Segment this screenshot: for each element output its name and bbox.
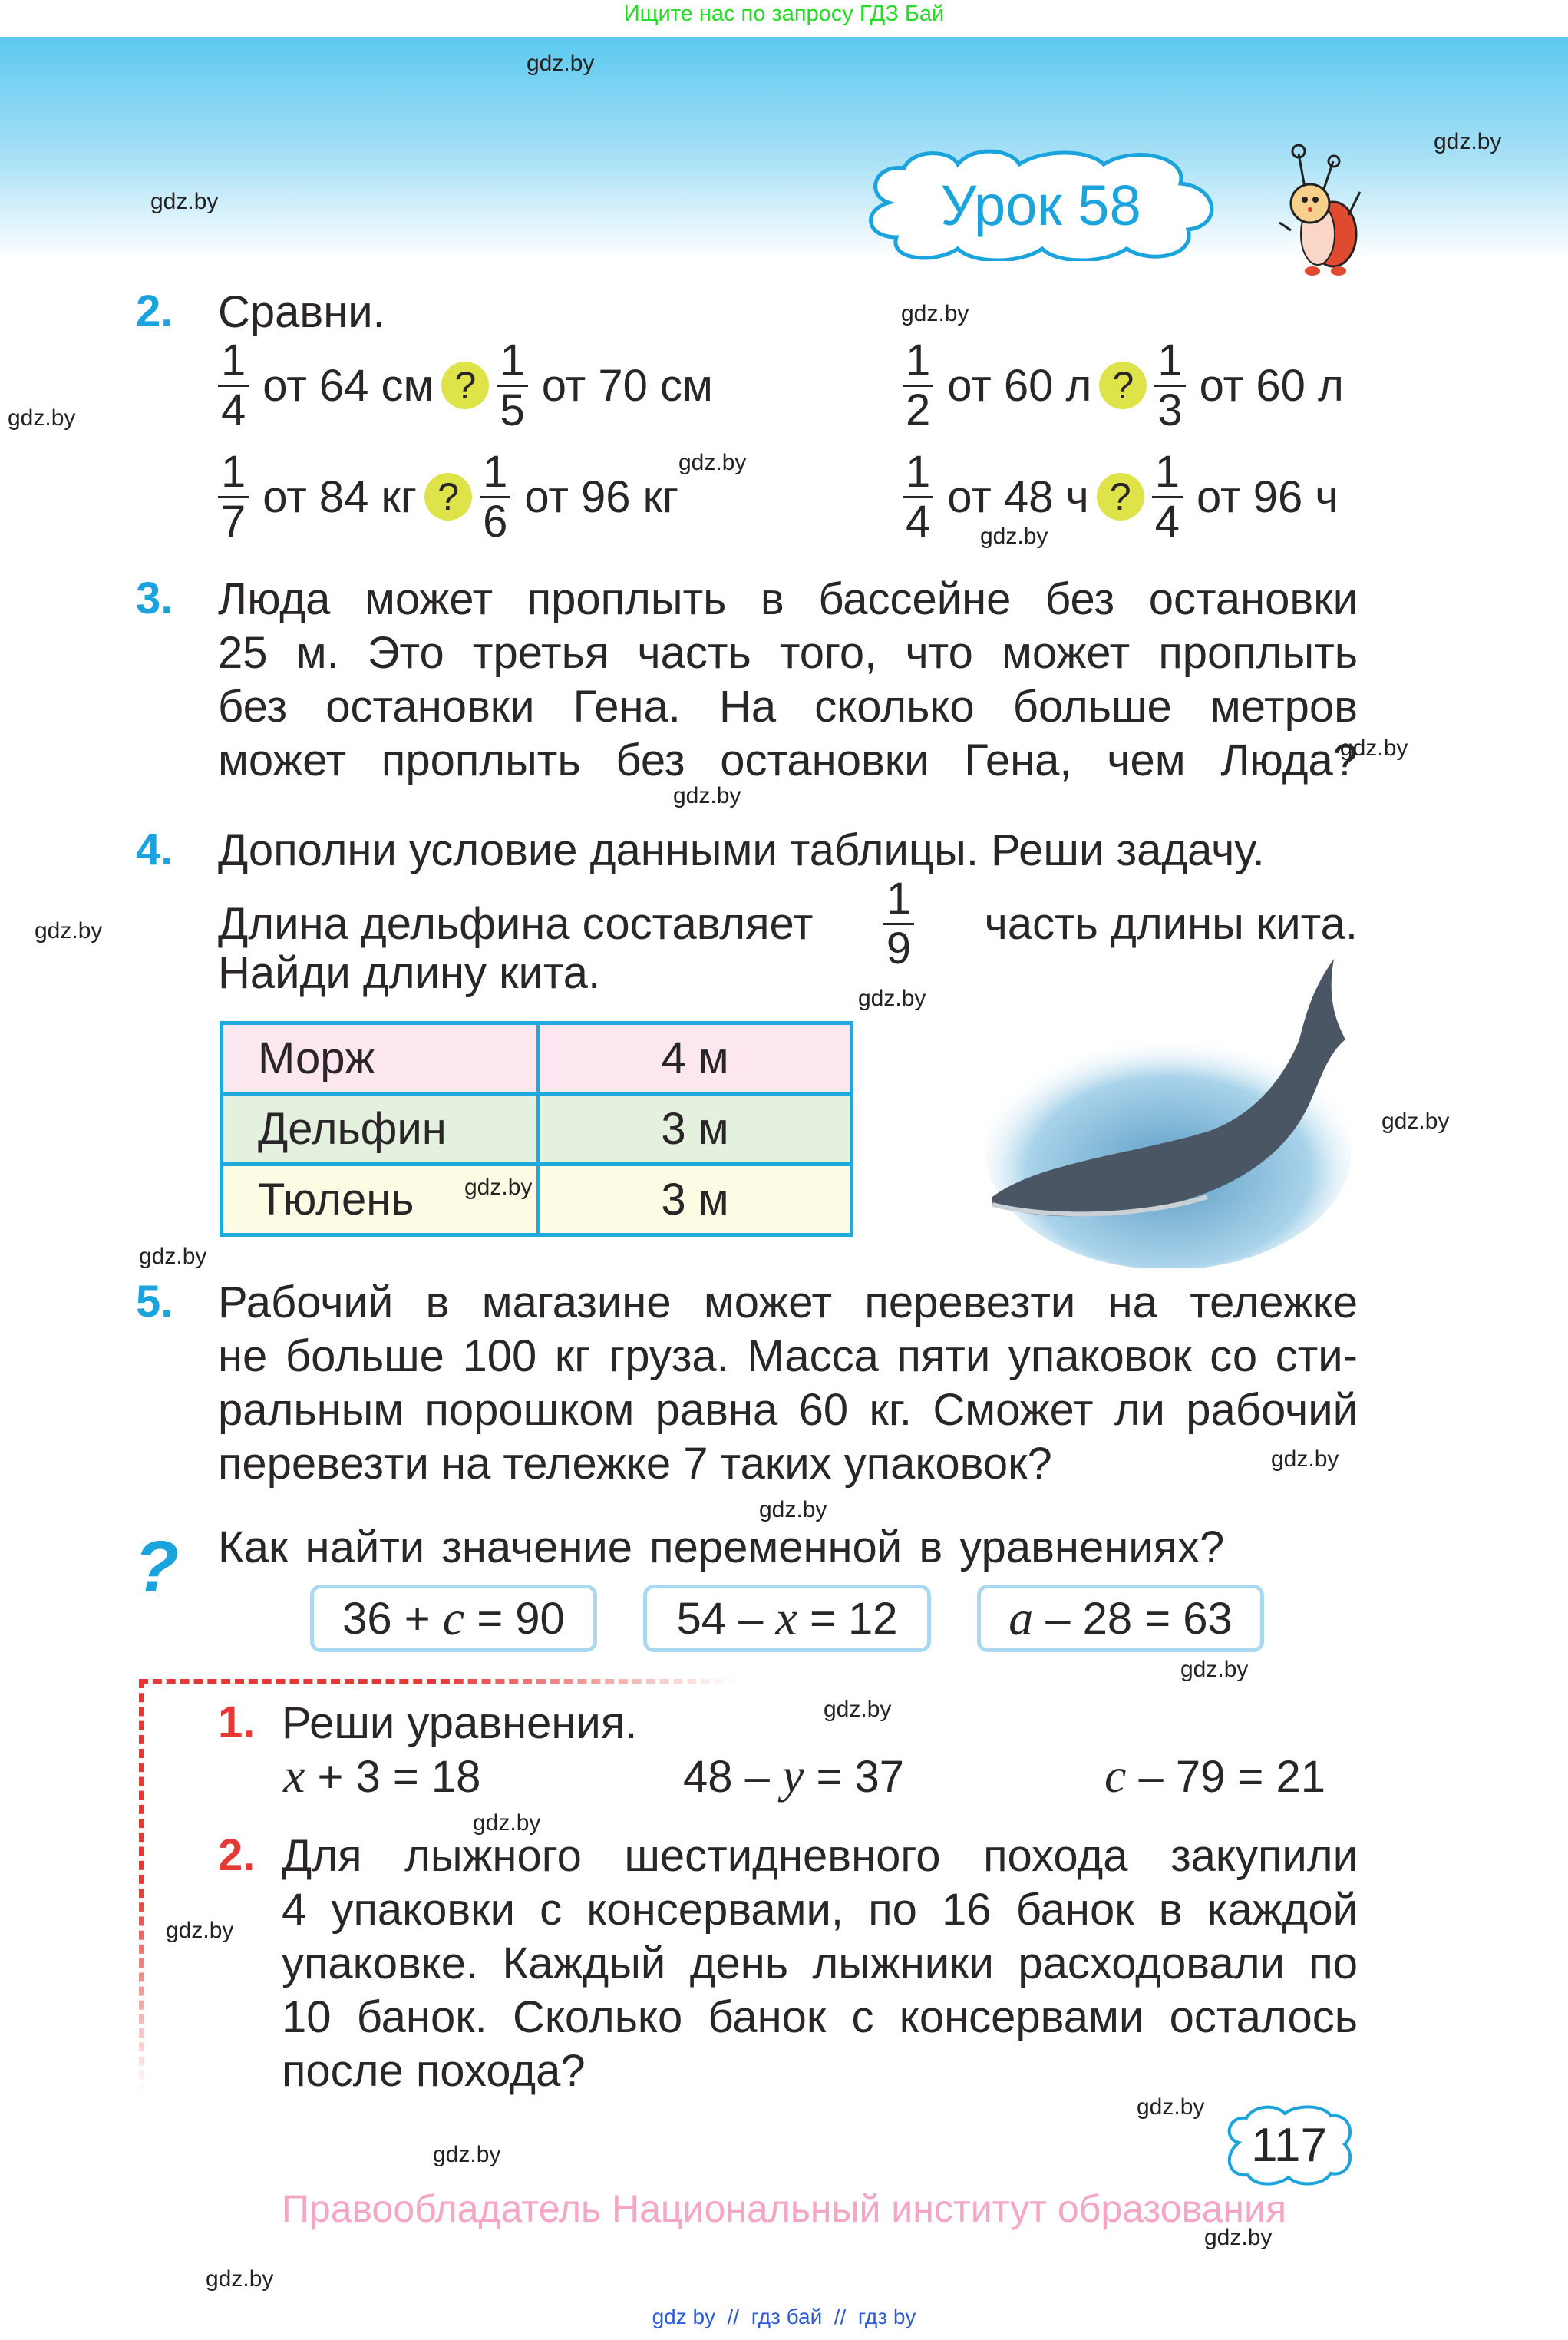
- numerator: 1: [903, 337, 933, 387]
- top-note[interactable]: Ищите нас по запросу ГДЗ Бай: [623, 2, 945, 26]
- fraction: [1154, 337, 1185, 435]
- numerator: 1: [1152, 448, 1183, 498]
- fraction: [1152, 448, 1183, 546]
- task-4-number: 4.: [136, 825, 173, 874]
- equation-box: [977, 1585, 1264, 1652]
- eq-part: – 79 = 21: [1126, 1752, 1326, 1802]
- fraction: [218, 337, 249, 435]
- fraction: [480, 448, 510, 546]
- variable: x: [283, 1748, 305, 1803]
- fraction: [903, 448, 933, 546]
- table-row: [222, 1165, 852, 1235]
- eq-part: 54 –: [676, 1593, 776, 1644]
- numerator: 1: [480, 448, 510, 498]
- watermark: gdz.by: [1340, 735, 1408, 761]
- watermark: gdz.by: [858, 986, 926, 1011]
- task-5-text: [218, 1276, 1358, 1491]
- denominator: 4: [906, 496, 931, 547]
- whale-illustration: [977, 955, 1351, 1268]
- animal-table: [220, 1021, 853, 1237]
- text-line: Для лыжного шестидневного похода закупили: [282, 1831, 1358, 1881]
- watermark: gdz.by: [464, 1175, 533, 1200]
- denominator: 4: [1154, 496, 1180, 547]
- compare-placeholder[interactable]: ?: [441, 362, 489, 409]
- watermark: gdz.by: [759, 1497, 827, 1522]
- table-row: [222, 1023, 852, 1094]
- denominator: 3: [1157, 385, 1183, 435]
- numerator: 1: [883, 875, 914, 925]
- text-line: после похода?: [282, 2046, 586, 2096]
- fraction: [903, 337, 933, 435]
- fraction: [883, 875, 914, 973]
- task-2-number: 2.: [136, 286, 173, 336]
- quantity-text: от 64 см: [262, 360, 434, 411]
- watermark: gdz.by: [1204, 2225, 1273, 2250]
- variable: c: [442, 1591, 465, 1645]
- watermark: gdz.by: [673, 783, 741, 808]
- eq-part: = 37: [804, 1752, 905, 1802]
- question-mark-icon: ?: [134, 1526, 180, 1608]
- quantity-text: от 96 ч: [1197, 471, 1339, 522]
- watermark: gdz.by: [433, 2142, 501, 2167]
- eq-part: = 12: [797, 1593, 898, 1644]
- task-2-title: Сравни.: [218, 287, 385, 337]
- hw-2-number: 2.: [218, 1830, 256, 1880]
- watermark: gdz.by: [901, 301, 969, 326]
- variable: x: [775, 1591, 797, 1645]
- compare-pair: [218, 439, 678, 554]
- hw-1-title: Реши уравнения.: [282, 1698, 638, 1748]
- table-row: [222, 1094, 852, 1165]
- eq-part: + 3 = 18: [305, 1752, 481, 1802]
- denominator: 7: [221, 496, 246, 547]
- eq-part: 48 –: [683, 1752, 782, 1802]
- watermark: gdz.by: [8, 405, 76, 431]
- watermark: gdz.by: [150, 189, 219, 214]
- watermark: gdz.by: [1137, 2094, 1205, 2120]
- text-line: без остановки Гена. На сколько больше метров: [218, 682, 1358, 732]
- equation-box: [643, 1585, 931, 1652]
- text-line: перевезти на тележке 7 таких упаковок?: [218, 1439, 1052, 1489]
- quantity-text: от 60 л: [1199, 360, 1344, 411]
- denominator: 6: [483, 496, 508, 547]
- equation-box: [310, 1585, 597, 1652]
- watermark: gdz.by: [1271, 1446, 1339, 1472]
- watermark: gdz.by: [824, 1697, 892, 1722]
- hw-2-text: [282, 1829, 1358, 2098]
- compare-placeholder[interactable]: ?: [1099, 362, 1147, 409]
- compare-placeholder[interactable]: ?: [1097, 473, 1144, 521]
- lesson-title: Урок 58: [940, 173, 1141, 237]
- ladybug-icon: [1276, 142, 1372, 276]
- quantity-text: от 60 л: [947, 360, 1092, 411]
- watermark: gdz.by: [1180, 1657, 1249, 1682]
- cell-length: 3 м: [539, 1165, 852, 1235]
- variable: c: [1104, 1748, 1127, 1803]
- watermark: gdz.by: [166, 1918, 234, 1943]
- text: Длина дельфина составляет: [218, 899, 814, 949]
- numerator: 1: [1154, 337, 1185, 387]
- watermark: gdz.by: [139, 1244, 207, 1269]
- compare-pair: [903, 439, 1339, 554]
- homework-frame-left: [139, 1679, 144, 2094]
- text-line: упаковке. Каждый день лыжники расходовали по: [282, 1938, 1358, 1988]
- cell-animal: Дельфин: [222, 1094, 539, 1165]
- numerator: 1: [497, 337, 527, 387]
- watermark: gdz.by: [980, 524, 1048, 549]
- variable: y: [782, 1748, 804, 1803]
- watermark: gdz.by: [206, 2266, 274, 2292]
- denominator: 2: [906, 385, 931, 435]
- text-line: не больше 100 кг груза. Масса пяти упаковок со сти-: [218, 1331, 1358, 1381]
- watermark: gdz.by: [527, 51, 595, 76]
- cell-animal: Тюлень: [222, 1165, 539, 1235]
- compare-pair: [218, 328, 713, 443]
- question-text: Как найти значение переменной в уравнениях?: [218, 1522, 1225, 1572]
- watermark: gdz.by: [1434, 129, 1502, 154]
- text: часть длины кита.: [984, 899, 1358, 949]
- footer-links[interactable]: gdz by // гдз бай // гдз by: [652, 2305, 916, 2328]
- homework-frame-top: [139, 1679, 738, 1684]
- eq-part: = 90: [464, 1593, 565, 1644]
- text-line: 10 банок. Сколько банок с консервами осталось: [282, 1992, 1358, 2042]
- watermark: gdz.by: [35, 918, 103, 944]
- quantity-text: от 84 кг: [262, 471, 418, 522]
- eq-part: 36 +: [342, 1593, 443, 1644]
- eq-part: – 28 = 63: [1033, 1593, 1233, 1644]
- hw-equation: [283, 1749, 480, 1804]
- text-line: Рабочий в магазине может перевезти на тележке: [218, 1277, 1358, 1327]
- task-4-line2: Найди длину кита.: [218, 948, 601, 998]
- task-3-text: [218, 573, 1358, 788]
- text-line: 25 м. Это третья часть того, что может проплыть: [218, 628, 1358, 678]
- denominator: 9: [886, 924, 912, 973]
- watermark: gdz.by: [473, 1810, 541, 1836]
- text-line: ральным порошком равна 60 кг. Сможет ли рабочий: [218, 1385, 1358, 1435]
- hw-equation: [1104, 1749, 1325, 1804]
- fraction: [218, 448, 249, 546]
- denominator: 5: [500, 385, 525, 435]
- cell-length: 3 м: [539, 1094, 852, 1165]
- hw-equation: [683, 1749, 904, 1804]
- quantity-text: от 70 см: [541, 360, 713, 411]
- numerator: 1: [218, 337, 249, 387]
- quantity-text: от 48 ч: [947, 471, 1089, 522]
- watermark: gdz.by: [678, 450, 747, 475]
- page-number: 117: [1251, 2119, 1327, 2172]
- numerator: 1: [903, 448, 933, 498]
- text-line: может проплыть без остановки Гена, чем Люда?: [218, 735, 1358, 785]
- fraction: [497, 337, 527, 435]
- cell-length: 4 м: [539, 1023, 852, 1094]
- compare-pair: [903, 328, 1344, 443]
- quantity-text: от 96 кг: [524, 471, 679, 522]
- variable: a: [1008, 1591, 1034, 1645]
- cell-animal: Морж: [222, 1023, 539, 1094]
- watermark: gdz.by: [1381, 1109, 1450, 1134]
- copyright-footer: Правообладатель Национальный институт образования: [281, 2187, 1287, 2230]
- text-line: Люда может проплыть в бассейне без остановки: [218, 574, 1358, 624]
- task-5-number: 5.: [136, 1277, 173, 1327]
- compare-placeholder[interactable]: ?: [424, 473, 472, 521]
- text-line: 4 упаковки с консервами, по 16 банок в каждой: [282, 1885, 1358, 1935]
- denominator: 4: [221, 385, 246, 435]
- hw-1-number: 1.: [218, 1697, 256, 1747]
- task-4-title: Дополни условие данными таблицы. Реши задачу.: [218, 825, 1265, 875]
- numerator: 1: [218, 448, 249, 498]
- task-3-number: 3.: [136, 573, 173, 623]
